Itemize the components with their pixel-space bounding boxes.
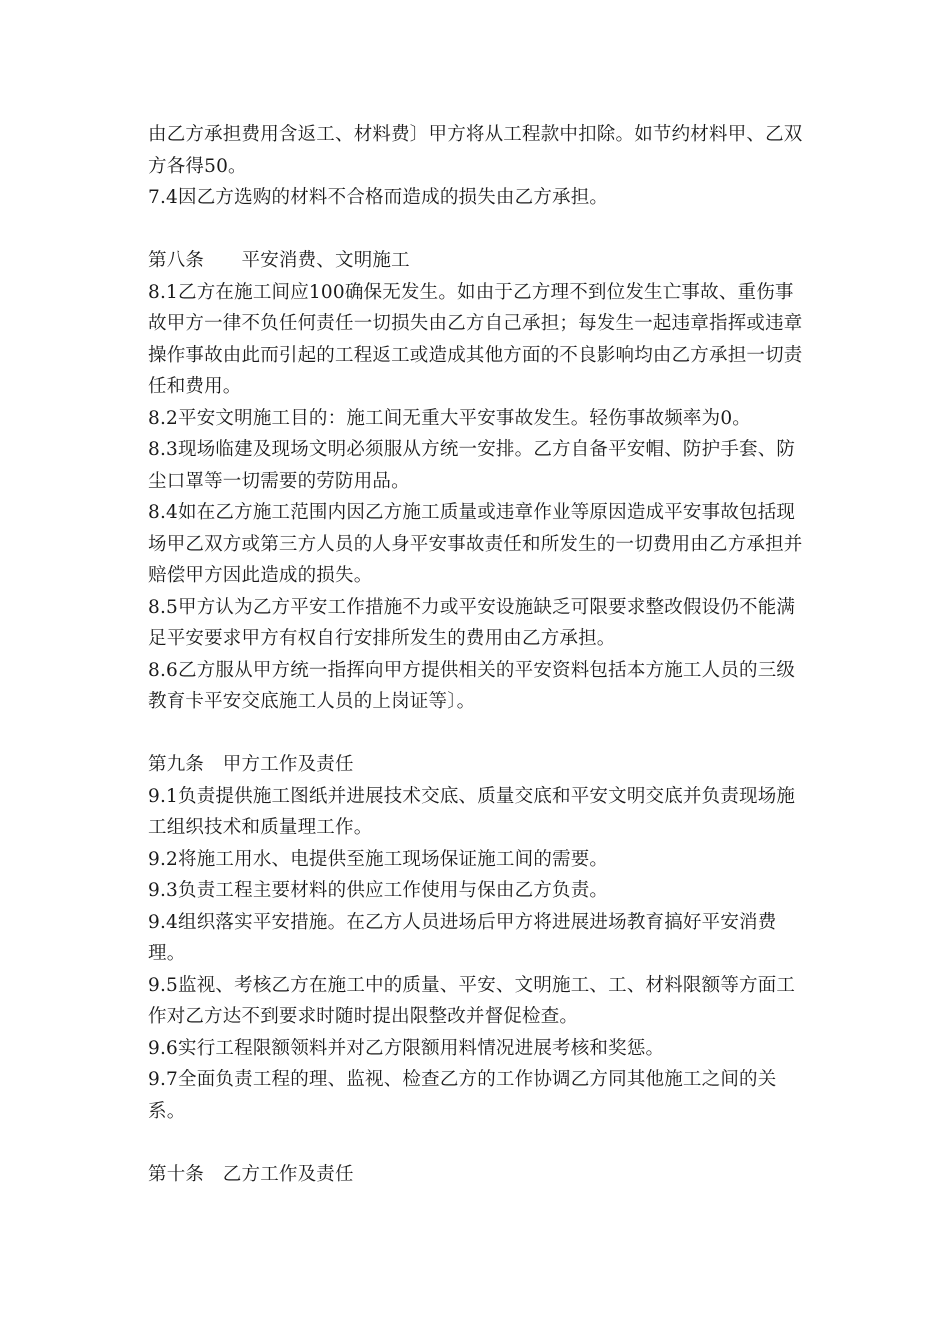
clause-9-5: 9.5监视、考核乙方在施工中的质量、平安、文明施工、工、材料限额等方面工作对乙方达不到要求时随时提出限整改并督促检查。	[148, 974, 796, 1027]
clause-9-3: 9.3负责工程主要材料的供应工作使用与保由乙方负责。	[148, 880, 609, 901]
clause-8-1: 8.1乙方在施工间应100确保无发生。如由于乙方理不到位发生亡事故、重伤事故甲方一律不负任何责任一切损失由乙方自己承担；每发生一起违章指挥或违章操作事故由此而引起的工程返工或造成其他方面的不良影响均由乙方承担一切责任和费用。	[148, 281, 803, 397]
clause-7-4: 7.4因乙方选购的材料不合格而造成的损失由乙方承担。	[148, 187, 609, 208]
clause-9-4: 9.4组织落实平安措施。在乙方人员进场后甲方将进展进场教育搞好平安消费理。	[148, 911, 777, 964]
clause-8-3: 8.3现场临建及现场文明必须服从方统一安排。乙方自备平安帽、防护手套、防尘口罩等一切需要的劳防用品。	[148, 439, 796, 492]
document-body	[148, 119, 808, 1190]
clause-8-4: 8.4如在乙方施工范围内因乙方施工质量或违章作业等原因造成平安事故包括现场甲乙双方或第三方人员的人身平安事故责任和所发生的一切费用由乙方承担并赔偿甲方因此造成的损失。	[148, 502, 803, 586]
clause-8-6: 8.6乙方服从甲方统一指挥向甲方提供相关的平安资料包括本方施工人员的三级教育卡平安交底施工人员的上岗证等〕。	[148, 659, 796, 712]
clause-9-7: 9.7全面负责工程的理、监视、检查乙方的工作协调乙方同其他施工之间的关系。	[148, 1069, 777, 1122]
clause-9-2: 9.2将施工用水、电提供至施工现场保证施工间的需要。	[148, 848, 609, 870]
clause-9-6: 9.6实行工程限额领料并对乙方限额用料情况进展考核和奖惩。	[148, 1037, 665, 1059]
paragraph-material-cost: 由乙方承担费用含返工、材料费〕甲方将从工程款中扣除。如节约材料甲、乙双方各得50。	[148, 124, 803, 177]
article-8-heading: 第八条 平安消费、文明施工	[148, 250, 410, 271]
clause-8-2: 8.2平安文明施工目的：施工间无重大平安事故发生。轻伤事故频率为0。	[148, 407, 751, 429]
blank-line	[148, 1127, 808, 1159]
blank-line	[148, 214, 808, 246]
article-9-heading: 第九条 甲方工作及责任	[148, 754, 354, 775]
clause-9-1: 9.1负责提供施工图纸并进展技术交底、质量交底和平安文明交底并负责现场施工组织技术和质量理工作。	[148, 785, 796, 838]
article-10-heading: 第十条 乙方工作及责任	[148, 1163, 354, 1185]
blank-line	[148, 718, 808, 750]
clause-8-5: 8.5甲方认为乙方平安工作措施不力或平安设施缺乏可限要求整改假设仍不能满足平安要求甲方有权自行安排所发生的费用由乙方承担。	[148, 596, 796, 649]
